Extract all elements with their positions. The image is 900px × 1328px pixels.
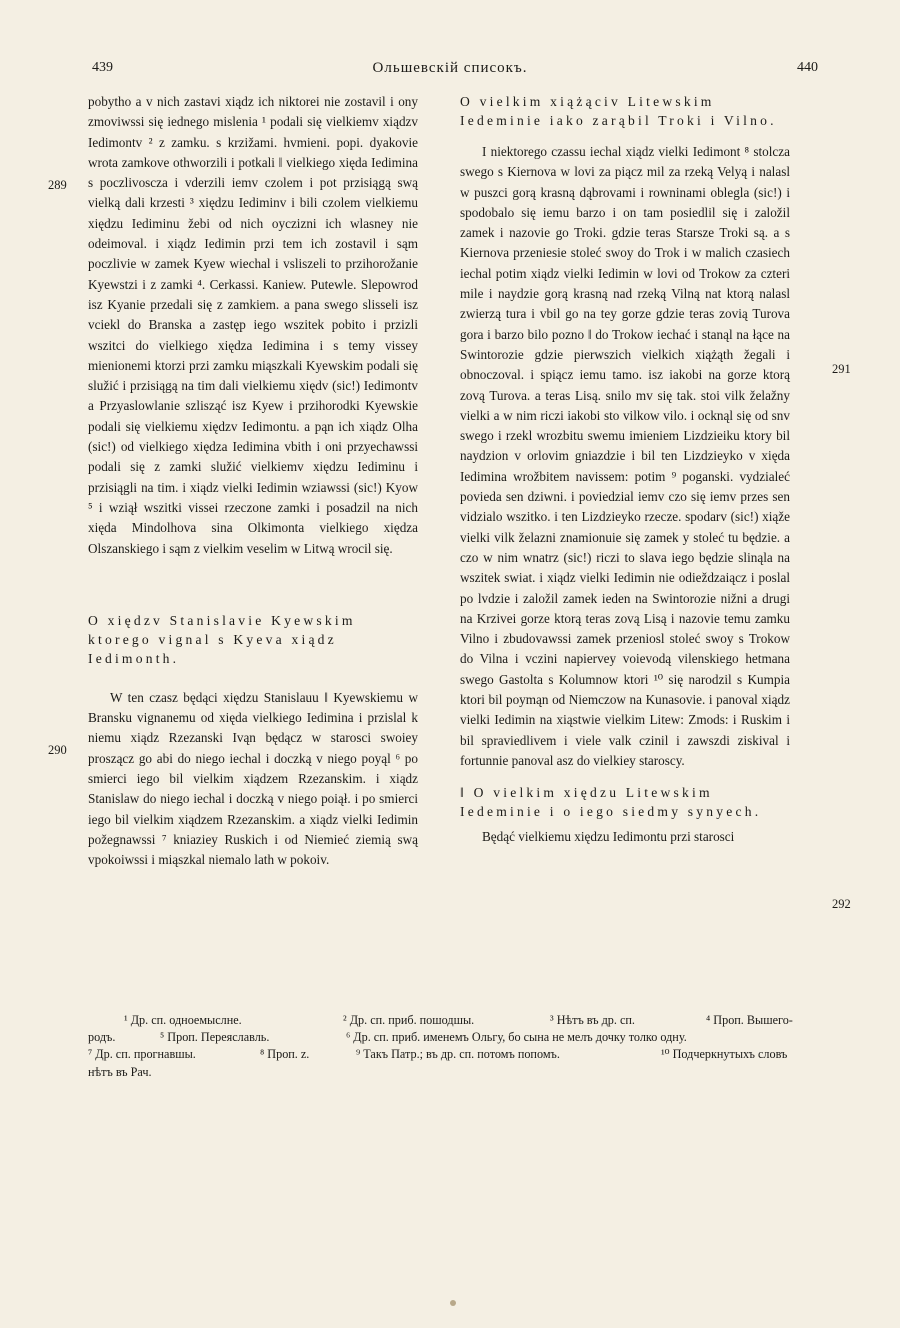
- margin-number-292: 292: [832, 897, 851, 911]
- running-title: Ольшевскій списокъ.: [372, 60, 528, 76]
- footnote: ⁸ Проп. z.: [260, 1047, 310, 1062]
- footnotes: [88, 1012, 823, 1081]
- footnote: ³ Нѣтъ въ др. сп.: [550, 1013, 635, 1027]
- footnote-line: [88, 1012, 823, 1029]
- left-paragraph-1: pobytho a v nich zastavi xiądz ich niktorei nie zostavil i ony zmoviwssi się iednego mislenia ¹ podali się vielkiemv xiądzv Iedimontv ² z zamku. s krzižami. hvmieni. popi. dyakovie wrota zamkove othworzili i potkali ‖ vielkiego xięda Iedimina s poczlivoscza i vderzili iemv czolem i pot przisiągą swą vielką dali krzesti ³ xiędzu Iediminv i bili czolem vielkiemu xiędzu Iediminu žebi od nich oyczizni ich wlasney nie odeimoval. i xiądz Iedimin przi tem ich zostavil i sąm poczlivie w zamek Kyew wiechal i vsliszeli to przihorožanie Kyewstzi i z zamki ⁴. Cerkassi. Kaniew. Putewle. Slepowrod isz Kyanie przedali się z zamkiem. a pana swego slisseli isz vciekl do Branska a zastęp iego wszitek pobito i przizli wszitci do vielkiego xiędza Iedimina i s temy vissey mienionemi ktorzi przi zamku miąszkali Kyewskim podali się služić i przisiągą na tim dali vielkiemu xiędv (sic!) Iedimontv a Przyaslowlanie szlisząć isz Kyew i przihorodki Kyewskie podali się vielkiemu xiędzv Iedimontu. a pąn ich xiądz Olha (sic!) od vielkiego xiędza Iedimina vbith i oni przyechawssi podali się z zamki služić vielkiemv xiędzu Iediminu i przisiągli na tim. i xiądz vielki Iedimin wziawssi (sic!) Kyow ⁵ i wziął wszitki vissei rzeczone zamki i posadzil na nich xięda Mindolhova sina Olkimonta vielkiego xiędza Olszanskiego i sąm z vielkim veselim w Litwą wrocil się.: [88, 94, 418, 556]
- footnote-line: [88, 1046, 823, 1063]
- margin-number-289: 289: [48, 178, 67, 192]
- footnote: родъ.: [88, 1030, 116, 1045]
- margin-number-290: 290: [48, 743, 67, 757]
- bottom-ornament: [450, 1300, 456, 1306]
- footnote: ⁷ Др. сп. прогнавшы.: [88, 1047, 196, 1062]
- footnote: ⁶ Др. сп. приб. именемъ Ольгу, бо сына не мелъ дочку толко одну.: [346, 1030, 687, 1045]
- right-section-heading-2: ‖ O vielkim xiędzu Litewskim Iedeminie i o iego siedmy synyech.: [460, 785, 762, 820]
- right-page-number: 440: [797, 60, 818, 75]
- right-paragraph-1: I niektorego czassu iechal xiądz vielki Iedimont ⁸ stolcza swego s Kiernova w lovi za piącz mil za rzeką Velyą i nalasl w puszci gorą krasną dąbrovami i rowninami oblegla (sic!) i spodobalo się iemu barzo i on tam posiedlil się i založil zamek i nazovie go Troki. gdzie teras Starsze Troki są. a s Kiernova przeniesie stoleć swoy do Trok i w malich czasiech iechal potim xiądz vielki Iedimin w lovi od Trokow za czteri mile i naydzie gorą krasną nad rzeką Vilną nat ktorą nalasl zwierzą tura i vbil go na tey gorze gdzie teras zovią Turova gora i barzo bilo pozno ‖ do Trokow iechać i stanąl na łące na Swintorozie gdzie pierwszich vielkich xiążąth žegali i obnoczoval. i spiącz iemu tamo. isz iakobi na gorze ktorą zovą Turova. a teras Lisą. snilo mv się tak. stoi vilk želažny vielki a w nim riczi iakobi sto vilkow vilo. i ocknąl się od snv swego i rzekl wrozbitu swemu imieniem Lizdzieiku ktory bil naydzion v orlovim gniazdzie i bil ten Lizdzieyko v xięda Iedimina wrožbitem navissem: potim ⁹ poganski. vydzialeć povieda sen dziwni. i poviedzial iemv czo się iemv przes sen vidzialo wszitko. i ten Lizdzieyko rzecze. spodarv (sic!) xiąže vielki vilk želazni znamionuie się zamek y stoleć tu będzie. a czo w nim wnatrz (sic!) riczi to slava iego będzie slinąla na wszitek swiat. i xiądz vielki Iedimin nie odieždzaiącz i poslal po lvdzie i založil zamek ieden na Swintorozie nižni a drugi na Krzivei gorze ktorą teras zovą Lisą i nazovie temu zamku Vilno i zbudovawssi zamek przeniosl stoleć swoy s Trokow do Vilna i vczini napiervey voievodą vilenskiego hetmana swego Gastolta s Kolumnow ktori ¹⁰ się narodzil s Kumpia ktori bil poymąn od Niemczow na Kunasovie. i panoval xiądz vielki Iedimin na xiąstwie vielkim Litew: Zmods: i Ruskim i bil spraviedlivem i viele valk czinil i zawszdi ziskival i fortunnie panoval asz do vielkiey staroscy.: [460, 144, 790, 768]
- right-column: [460, 92, 790, 848]
- footnote: ⁴ Проп. Вышего-: [706, 1013, 793, 1027]
- margin-number-291: 291: [832, 362, 851, 376]
- left-column: [88, 92, 418, 871]
- left-page-number: 439: [92, 60, 113, 75]
- left-paragraph-2: W ten czasz będąci xiędzu Stanislauu ‖ Kyewskiemu w Bransku vignanemu od xięda vielkiego Iedimina i przislal k niemu xiądz Rzezanski Ivąn będącz w starosci swoiey prosząсz go abi do niego iechal i doczką v niego poyąl ⁶ po smierci iego bil vielkim xiądzem Rzezanskim. i xiądz Stanislaw do niego iechal i doczką v niego poiął. i po smierci iego bil vielkim xiądzem Rzezanskim. a xiądz vielki Iedimin požegnawssi ⁷ kniaziey Ruskich i od Niemieć ziemią swą vpokoiwssi i miąszkal niemalo lath w pokoiv.: [88, 689, 418, 868]
- footnote: ⁵ Проп. Переяславль.: [160, 1030, 270, 1045]
- footnote-line: [88, 1064, 823, 1081]
- right-paragraph-2: Będąć vielkiemu xiędzu Iedimontu przi starosci: [482, 829, 735, 845]
- footnote: нѣтъ въ Рач.: [88, 1064, 152, 1079]
- footnote: ⁹ Такъ Патр.; въ др. сп. потомъ попомъ.: [356, 1047, 560, 1062]
- footnote: ² Др. сп. приб. пошодшы.: [343, 1013, 475, 1027]
- footnote: ¹⁰ Подчеркнутыхъ словъ: [661, 1047, 788, 1062]
- left-section-heading: O xiędzv Stanislavie Kyewskim ktorego vignal s Kyeva xiądz Iedimonth.: [88, 612, 356, 666]
- footnote-line: [88, 1029, 823, 1046]
- footnote: ¹ Др. сп. одноемыслне.: [124, 1013, 242, 1027]
- right-section-heading-1: O vielkim xiążąciv Litewskim Iedeminie iako zarąbil Troki i Vilno.: [460, 94, 777, 128]
